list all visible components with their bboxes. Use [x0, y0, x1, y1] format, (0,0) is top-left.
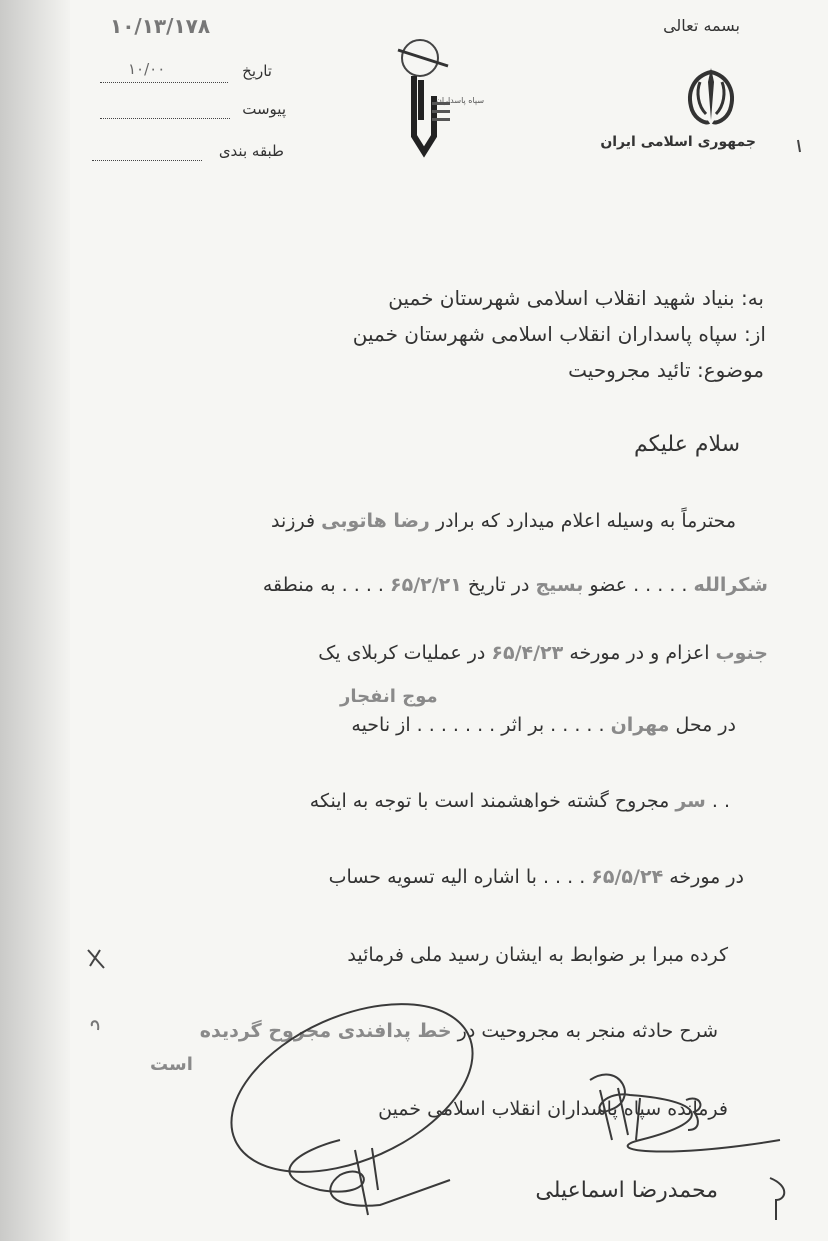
soldier-name: رضا هاتوبی — [321, 510, 430, 532]
body-line-6-typed-a: در مورخه — [669, 866, 744, 888]
bismillah-text: بسمه تعالی — [663, 16, 740, 35]
body-line-4-typed-c: از ناحیه — [351, 714, 411, 736]
body-line-6: در مورخه ۶۵/۵/۲۴ . . . . با اشاره الیه تسویه حساب — [328, 866, 744, 888]
from-line: از: سپاه پاسداران انقلاب اسلامی شهرستان خمین — [352, 322, 766, 346]
father-name: شکرالله — [693, 574, 768, 596]
region-name: جنوب — [715, 642, 768, 664]
body-line-1-typed: محترماً به وسیله اعلام میدارد که برادر — [435, 510, 736, 532]
republic-label: جمهوری اسلامی ایران — [600, 134, 756, 150]
body-line-4-typed-b: بر اثر — [501, 714, 545, 736]
body-line-2-typed-a: عضو — [589, 574, 628, 596]
body-line-5: . . سر مجروح گشته خواهشمند است با توجه به اینکه — [309, 790, 730, 812]
incident-description: خط پدافندی مجروح گردیده — [199, 1020, 452, 1042]
signatory-name: محمدرضا اسماعیلی — [535, 1178, 718, 1203]
body-line-3-suffix: در عملیات کربلای یک — [318, 642, 486, 664]
body-line-2-typed-c: به منطقه — [262, 574, 336, 596]
injury-date: ۶۵/۴/۲۳ — [491, 642, 564, 664]
body-line-2-typed-b: در تاریخ — [467, 574, 530, 596]
body-line-6-typed-b: با اشاره الیه تسویه حساب — [328, 866, 537, 888]
greeting: سلام علیکم — [633, 432, 740, 457]
settlement-date: ۶۵/۵/۲۴ — [591, 866, 664, 888]
body-line-1-suffix: فرزند — [271, 510, 316, 532]
attachment-label: پیوست — [242, 100, 286, 118]
body-line-4: در محل مهران . . . . . بر اثر . . . . . . . از ناحیه — [351, 714, 736, 736]
wound-area: سر — [675, 790, 706, 812]
to-line: به: بنیاد شهید انقلاب اسلامی شهرستان خمین — [388, 286, 764, 310]
body-line-8-typed: شرح حادثه منجر به مجروحیت در — [457, 1020, 718, 1042]
date-label: تاریخ — [242, 62, 272, 80]
member-type: بسیج — [535, 574, 584, 596]
signatory-title: فرمانده سپاه پاسداران انقلاب اسلامی خمین — [378, 1098, 728, 1120]
body-line-7: کرده مبرا بر ضوابط به ایشان رسید ملی فرمائید — [347, 944, 728, 966]
dispatch-date: ۶۵/۲/۲۱ — [390, 574, 462, 596]
injury-cause: موج انفجار — [340, 686, 438, 707]
body-line-3-typed: اعزام و در مورخه — [569, 642, 710, 664]
body-line-2: شکرالله . . . . . عضو بسیج در تاریخ ۶۵/۲/۲۱ . . . . به منطقه — [262, 574, 768, 596]
top-scribble: ۱۰/۱۳/۱۷۸ — [110, 14, 211, 38]
subject-line: موضوع: تائید مجروحیت — [568, 358, 764, 382]
body-line-9: است — [150, 1054, 193, 1075]
body-line-5-typed: مجروح گشته خواهشمند است با توجه به اینکه — [309, 790, 670, 812]
classification-label: طبقه بندی — [218, 142, 284, 160]
body-line-4-typed-a: در محل — [675, 714, 736, 736]
injury-place: مهران — [610, 714, 670, 736]
date-value: ۱۰/۰۰ — [128, 60, 166, 78]
corps-logo-text: سپاه پاسداران — [436, 96, 485, 105]
